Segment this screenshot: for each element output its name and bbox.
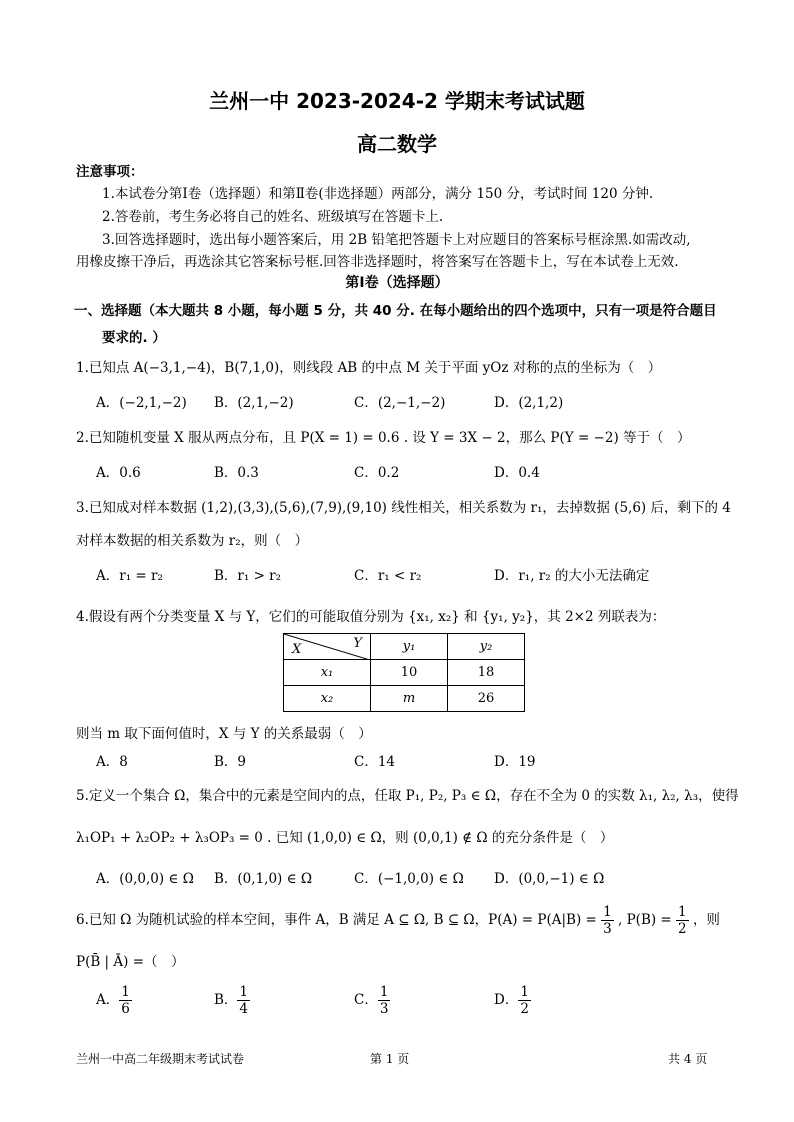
table-row-label: x₂ bbox=[284, 686, 371, 712]
section-instruction: 一、选择题（本大题共 8 小题，每小题 5 分，共 40 分. 在每小题给出的四个选项中，只有一项是符合题目 bbox=[74, 303, 717, 319]
note-item: 2.答卷前，考生务必将自己的姓名、班级填写在答题卡上. bbox=[102, 209, 444, 225]
q6-fraction-one-half: $\frac{1}{2}$ bbox=[678, 904, 687, 938]
contingency-table bbox=[283, 633, 525, 712]
question-1-stem: 1.已知点 A(−3,1,−4)，B(7,1,0)，则线段 AB 的中点 M 关于平面 yOz 对称的点的坐标为（ ） bbox=[76, 360, 662, 376]
table-row bbox=[284, 660, 525, 686]
q1-option-d: D．(2,1,2) bbox=[494, 395, 564, 411]
q1-option-c: C．(2,−1,−2) bbox=[354, 395, 446, 411]
q1-option-b: B．(2,1,−2) bbox=[214, 395, 294, 411]
q5-option-c: C．(−1,0,0) ∈ Ω bbox=[354, 871, 464, 887]
q3-option-c: C．r₁ < r₂ bbox=[354, 568, 422, 584]
exam-subject: 高二数学 bbox=[357, 132, 437, 156]
q2-option-d: D．0.4 bbox=[494, 465, 540, 481]
q4-option-d: D．19 bbox=[494, 754, 536, 770]
question-3-stem: 3.已知成对样本数据 (1,2),(3,3),(5,6),(7,9),(9,10) 线性相关，相关系数为 r₁，去掉数据 (5,6) 后，剩下的 4 bbox=[76, 500, 731, 516]
note-item: 3.回答选择题时，选出每小题答案后，用 2B 铅笔把答题卡上对应题目的答案标号框涂黑.如需改动, bbox=[102, 232, 691, 248]
q6-option-b: B． $\frac{1}{4}$ bbox=[214, 984, 249, 1018]
question-5-stem-cont: λ₁OP₁ + λ₂OP₂ + λ₃OP₃ = 0 . 已知 (1,0,0) ∈ Ω，则 (0,0,1) ∉ Ω 的充分条件是（ ） bbox=[76, 830, 614, 846]
question-3-stem-cont: 对样本数据的相关系数为 r₂，则（ ） bbox=[76, 533, 309, 549]
table-col-header: y₁ bbox=[371, 634, 448, 660]
footer-page-number: 第 1 页 bbox=[370, 1052, 410, 1066]
note-item: 用橡皮擦干净后，再选涂其它答案标号框.回答非选择题时，将答案写在答题卡上，写在本试卷上无效. bbox=[76, 254, 679, 270]
q6-fraction-one-third: $\frac{1}{3}$ bbox=[603, 904, 612, 938]
exam-title: 兰州一中 2023-2024-2 学期末考试试题 bbox=[209, 89, 585, 113]
table-cell: m bbox=[371, 686, 448, 712]
question-4-stem: 4.假设有两个分类变量 X 与 Y，它们的可能取值分别为 {x₁, x₂} 和 {y₁, y₂}，其 2×2 列联表为： bbox=[76, 609, 666, 625]
table-row-label: x₁ bbox=[284, 660, 371, 686]
table-corner-cell bbox=[284, 634, 371, 660]
q5-option-b: B．(0,1,0) ∈ Ω bbox=[214, 871, 313, 887]
question-6-stem bbox=[76, 904, 720, 937]
col-variable-label: Y bbox=[353, 636, 362, 651]
q5-option-a: A．(0,0,0) ∈ Ω bbox=[96, 871, 194, 887]
table-col-header: y₂ bbox=[448, 634, 525, 660]
q5-option-d: D．(0,0,−1) ∈ Ω bbox=[494, 871, 605, 887]
question-2-stem: 2.已知随机变量 X 服从两点分布，且 P(X = 1) = 0.6 . 设 Y = 3X − 2，那么 P(Y = −2) 等于（ ） bbox=[76, 430, 691, 446]
q2-option-b: B．0.3 bbox=[214, 465, 259, 481]
q4-option-b: B．9 bbox=[214, 754, 247, 770]
table-cell: 10 bbox=[371, 660, 448, 686]
q6-option-c: C． $\frac{1}{3}$ bbox=[354, 984, 389, 1018]
q2-option-a: A．0.6 bbox=[96, 465, 141, 481]
q1-option-a: A．(−2,1,−2) bbox=[96, 395, 187, 411]
q2-option-c: C．0.2 bbox=[354, 465, 400, 481]
notes-heading: 注意事项： bbox=[76, 164, 144, 180]
q4-option-a: A．8 bbox=[96, 754, 128, 770]
section-instruction-cont: 要求的. ） bbox=[102, 330, 166, 346]
q6-option-a: A． $\frac{1}{6}$ bbox=[96, 984, 130, 1018]
table-cell: 18 bbox=[448, 660, 525, 686]
q3-option-d: D．r₁, r₂ 的大小无法确定 bbox=[494, 568, 650, 584]
question-6-stem-cont: P(B̄ | Ā) =（ ） bbox=[76, 954, 185, 970]
question-4-after: 则当 m 取下面何值时，X 与 Y 的关系最弱（ ） bbox=[76, 726, 372, 742]
question-5-stem: 5.定义一个集合 Ω，集合中的元素是空间内的点，任取 P₁, P₂, P₃ ∈ Ω，存在不全为 0 的实数 λ₁, λ₂, λ₃，使得 bbox=[76, 788, 739, 804]
q3-option-a: A．r₁ = r₂ bbox=[96, 568, 163, 584]
note-item: 1.本试卷分第Ⅰ卷（选择题）和第Ⅱ卷(非选择题）两部分，满分 150 分，考试时间 120 分钟. bbox=[102, 186, 654, 202]
q4-option-c: C．14 bbox=[354, 754, 396, 770]
table-header-row bbox=[284, 634, 525, 660]
table-row bbox=[284, 686, 525, 712]
q3-option-b: B．r₁ > r₂ bbox=[214, 568, 282, 584]
table-cell: 26 bbox=[448, 686, 525, 712]
q6-stem-text: 6.已知 Ω 为随机试验的样本空间，事件 A，B 满足 A ⊆ Ω, B ⊆ Ω，P(A) = P(A|B) = bbox=[76, 912, 597, 929]
q6-option-d: D． $\frac{1}{2}$ bbox=[494, 984, 529, 1018]
row-variable-label: X bbox=[292, 642, 302, 657]
q6-stem-mid: , P(B) = bbox=[618, 912, 672, 929]
footer-page-total: 共 4 页 bbox=[668, 1052, 708, 1066]
q6-stem-end: ，则 bbox=[692, 912, 720, 929]
footer-school: 兰州一中高二年级期末考试试卷 bbox=[76, 1052, 245, 1066]
section-title: 第Ⅰ卷（选择题） bbox=[345, 275, 449, 291]
